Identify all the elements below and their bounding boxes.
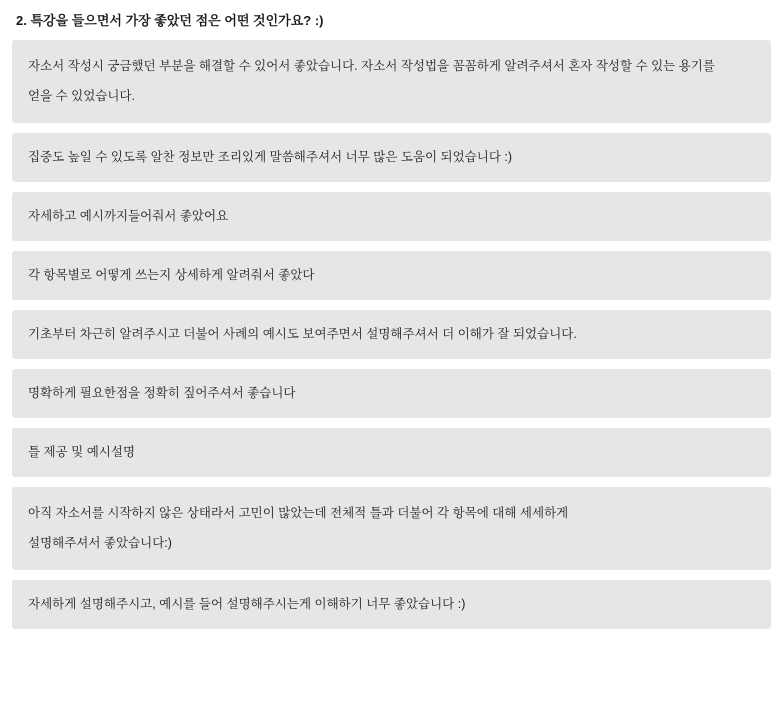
answer-text-line: 기초부터 차근히 알려주시고 더불어 사례의 예시도 보여주면서 설명해주셔서 더 이해가 잘 되었습니다.: [28, 327, 577, 341]
answer-text-line: 얻을 수 있었습니다.: [28, 89, 136, 103]
answer-text-line: 설명해주셔서 좋았습니다:): [28, 536, 172, 550]
answer-list: [8, 40, 775, 629]
answer-text-line: 아직 자소서를 시작하지 않은 상태라서 고민이 많았는데 전체적 틀과 더불어 각 항목에 대해 세세하게: [28, 506, 569, 520]
page-title: 2. 특강을 들으면서 가장 좋았던 점은 어떤 것인가요? :): [16, 13, 324, 28]
answer-text-line: 명확하게 필요한점을 정확히 짚어주셔서 좋습니다: [28, 386, 296, 400]
answer-text-line: 자소서 작성시 궁금했던 부분을 해결할 수 있어서 좋았습니다. 자소서 작성법을 꼼꼼하게 알려주셔서 혼자 작성할 수 있는 용기를: [28, 59, 715, 73]
answer-text-line: 집중도 높일 수 있도록 알찬 정보만 조리있게 말씀해주셔서 너무 많은 도움이 되었습니다 :): [28, 150, 513, 164]
list-item: [12, 192, 771, 241]
answer-text-line: 각 항목별로 어떻게 쓰는지 상세하게 알려줘서 좋았다: [28, 268, 315, 282]
answer-text-line: 자세하고 예시까지들어줘서 좋았어요: [28, 209, 229, 223]
list-item: [12, 487, 771, 570]
list-item: [12, 580, 771, 629]
list-item: [12, 310, 771, 359]
list-item: [12, 369, 771, 418]
list-item: [12, 40, 771, 123]
answer-text-line: 틀 제공 및 예시설명: [28, 445, 136, 459]
list-item: [12, 251, 771, 300]
list-item: [12, 428, 771, 477]
list-item: [12, 133, 771, 182]
answer-text-line: 자세하게 설명해주시고, 예시를 들어 설명해주시는게 이해하기 너무 좋았습니다 :): [28, 597, 466, 611]
